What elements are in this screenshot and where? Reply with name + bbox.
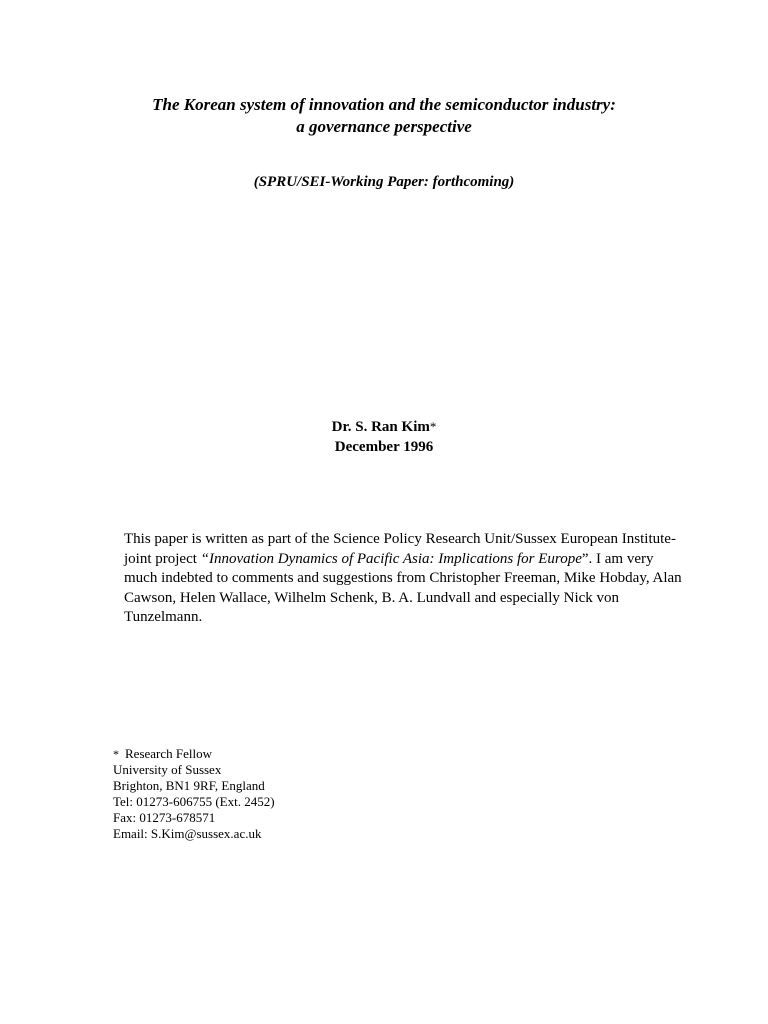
paper-title — [0, 94, 768, 138]
footnote-marker: * — [113, 747, 119, 761]
footnote-institution: University of Sussex — [113, 762, 222, 777]
paper-title-line-2: a governance perspective — [296, 117, 472, 136]
author-line — [0, 417, 768, 437]
author-footnote-marker: * — [429, 419, 437, 434]
author-block — [0, 417, 768, 457]
footnote-email: Email: S.Kim@sussex.ac.uk — [113, 826, 262, 841]
footnote-role: Research Fellow — [125, 746, 213, 761]
footnote-role-line — [113, 746, 513, 762]
publication-date: December 1996 — [334, 439, 434, 455]
acknowledgement-text-1: This paper is written as part of the Science Policy Research Unit/Sussex European Institute-joint project — [124, 531, 676, 567]
acknowledgement-paragraph — [124, 530, 684, 628]
author-footnote — [113, 746, 513, 842]
footnote-address: Brighton, BN1 9RF, England — [113, 778, 265, 793]
project-title: “Innovation Dynamics of Pacific Asia: Implications for Europe — [200, 550, 582, 567]
acknowledgement-text-2: ”. I am very much indebted to comments and suggestions from Christopher Freeman, Mike Hobday, Alan Cawson, Helen Wallace, Wilhelm Schenk, B. A. Lundvall and especially Nick von Tunzelmann. — [124, 550, 682, 625]
paper-subtitle: (SPRU/SEI-Working Paper: forthcoming) — [253, 174, 515, 190]
author-name: Dr. S. Ran Kim — [331, 419, 430, 435]
paper-title-line-1: The Korean system of innovation and the semiconductor industry: — [152, 95, 616, 114]
footnote-tel: Tel: 01273-606755 (Ext. 2452) — [113, 794, 275, 809]
footnote-fax: Fax: 01273-678571 — [113, 810, 216, 825]
